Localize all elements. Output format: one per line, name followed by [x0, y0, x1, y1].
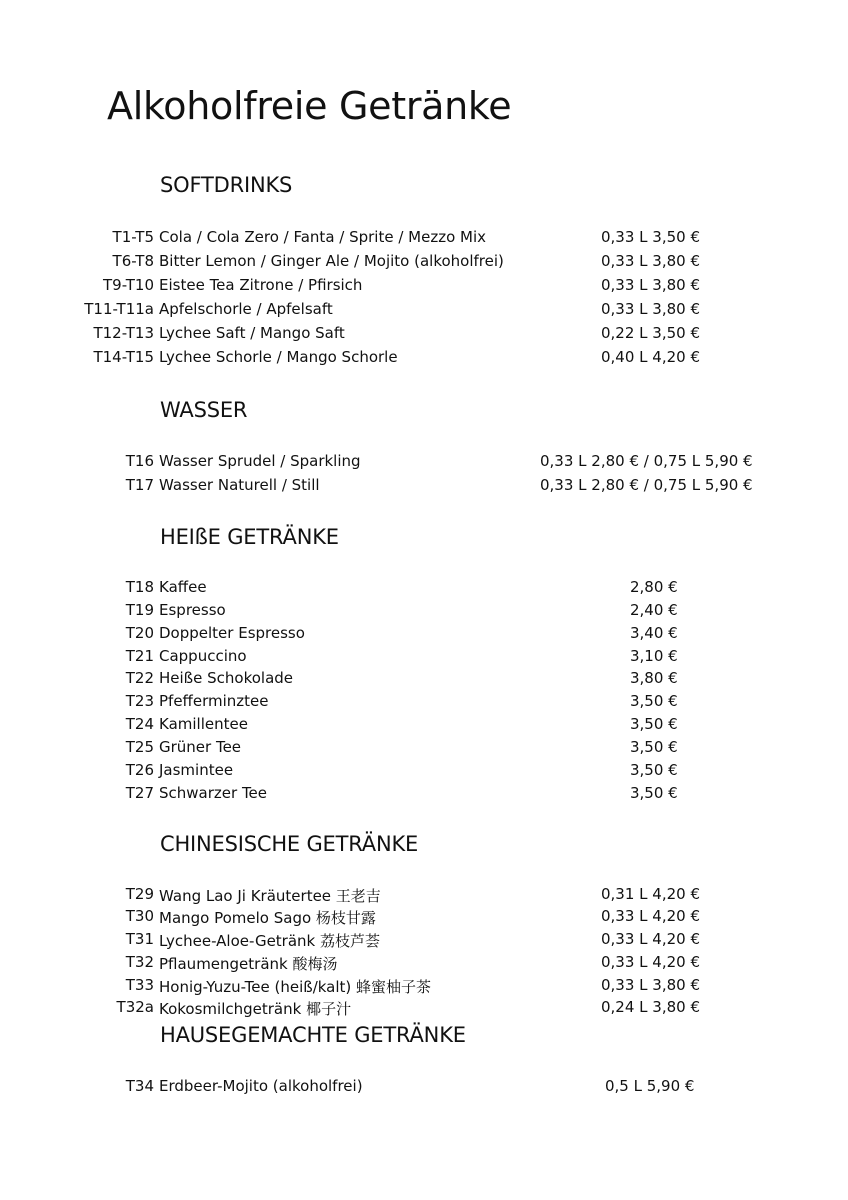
- item-price: 0,33 L 3,50 €: [601, 228, 701, 246]
- item-name: Wasser Sprudel / Sparkling: [159, 452, 361, 470]
- item-name: Grüner Tee: [159, 738, 242, 756]
- menu-item: [0, 624, 848, 646]
- menu-item: [0, 252, 848, 274]
- menu-item: [0, 692, 848, 714]
- item-name: Honig-Yuzu-Tee (heiß/kalt) 蜂蜜柚子茶: [159, 978, 432, 996]
- item-name: Bitter Lemon / Ginger Ale / Mojito (alkoholfrei): [159, 252, 504, 270]
- menu-item: [0, 578, 848, 600]
- item-price: 3,50 €: [630, 738, 678, 756]
- item-name: Lychee Saft / Mango Saft: [159, 324, 345, 342]
- item-price: 0,33 L 3,80 €: [601, 976, 701, 994]
- item-code: T12-T13: [93, 324, 154, 342]
- menu-item: [0, 647, 848, 669]
- item-code: T27: [125, 784, 154, 802]
- item-price: 0,31 L 4,20 €: [601, 885, 701, 903]
- item-price: 3,50 €: [630, 692, 678, 710]
- item-price: 3,40 €: [630, 624, 678, 642]
- item-name: Schwarzer Tee: [159, 784, 268, 802]
- item-name: Jasmintee: [159, 761, 234, 779]
- item-price: 0,33 L 2,80 € / 0,75 L 5,90 €: [540, 452, 753, 470]
- item-price: 0,33 L 2,80 € / 0,75 L 5,90 €: [540, 476, 753, 494]
- item-price: 0,5 L 5,90 €: [605, 1077, 695, 1095]
- section-heading-heisse-getraenke: HEIßE GETRÄNKE: [160, 525, 339, 549]
- item-code: T20: [125, 624, 154, 642]
- menu-item: [0, 907, 848, 929]
- page-title: Alkoholfreie Getränke: [107, 84, 512, 128]
- item-code: T32a: [116, 998, 154, 1016]
- menu-item: [0, 953, 848, 975]
- item-name: Lychee Schorle / Mango Schorle: [159, 348, 398, 366]
- item-price: 3,50 €: [630, 761, 678, 779]
- item-code: T11-T11a: [84, 300, 154, 318]
- menu-item: [0, 738, 848, 760]
- item-name: Eistee Tea Zitrone / Pfirsich: [159, 276, 363, 294]
- item-code: T30: [125, 907, 154, 925]
- item-price: 0,33 L 3,80 €: [601, 276, 701, 294]
- item-code: T21: [125, 647, 154, 665]
- item-price: 2,80 €: [630, 578, 678, 596]
- item-code: T34: [125, 1077, 154, 1095]
- item-name: Wang Lao Ji Kräutertee 王老吉: [159, 887, 381, 905]
- item-code: T31: [125, 930, 154, 948]
- menu-item: [0, 930, 848, 952]
- item-name: Kamillentee: [159, 715, 248, 733]
- item-name: Pflaumengetränk 酸梅汤: [159, 955, 338, 973]
- item-name: Kaffee: [159, 578, 207, 596]
- item-name: Cappuccino: [159, 647, 247, 665]
- section-heading-chinesische-getraenke: CHINESISCHE GETRÄNKE: [160, 832, 419, 856]
- menu-item: [0, 276, 848, 298]
- item-price: 3,50 €: [630, 715, 678, 733]
- menu-item: [0, 324, 848, 346]
- menu-item: [0, 715, 848, 737]
- item-code: T26: [125, 761, 154, 779]
- menu-item: [0, 998, 848, 1020]
- item-name: Kokosmilchgetränk 椰子汁: [159, 1000, 352, 1018]
- item-price: 0,33 L 4,20 €: [601, 953, 701, 971]
- item-name: Heiße Schokolade: [159, 669, 294, 687]
- item-code: T24: [125, 715, 154, 733]
- item-name: Doppelter Espresso: [159, 624, 305, 642]
- menu-item: [0, 476, 848, 498]
- item-code: T25: [125, 738, 154, 756]
- item-name: Pfefferminztee: [159, 692, 269, 710]
- item-price: 0,33 L 4,20 €: [601, 930, 701, 948]
- section-heading-wasser: WASSER: [160, 398, 248, 422]
- item-code: T17: [125, 476, 154, 494]
- item-name: Apfelschorle / Apfelsaft: [159, 300, 333, 318]
- section-heading-softdrinks: SOFTDRINKS: [160, 173, 293, 197]
- item-code: T23: [125, 692, 154, 710]
- item-price: 3,10 €: [630, 647, 678, 665]
- menu-item: [0, 1077, 848, 1099]
- item-code: T9-T10: [103, 276, 154, 294]
- menu-item: [0, 300, 848, 322]
- item-code: T22: [125, 669, 154, 687]
- section-heading-hausgemachte-getraenke: HAUSEGEMACHTE GETRÄNKE: [160, 1023, 466, 1047]
- item-code: T16: [125, 452, 154, 470]
- item-name: Espresso: [159, 601, 226, 619]
- item-code: T33: [125, 976, 154, 994]
- item-code: T1-T5: [112, 228, 154, 246]
- item-name: Cola / Cola Zero / Fanta / Sprite / Mezzo Mix: [159, 228, 487, 246]
- item-price: 3,50 €: [630, 784, 678, 802]
- menu-item: [0, 761, 848, 783]
- item-price: 0,33 L 3,80 €: [601, 300, 701, 318]
- item-price: 0,40 L 4,20 €: [601, 348, 701, 366]
- menu-item: [0, 452, 848, 474]
- menu-item: [0, 784, 848, 806]
- item-price: 0,33 L 4,20 €: [601, 907, 701, 925]
- item-code: T14-T15: [93, 348, 154, 366]
- menu-item: [0, 348, 848, 370]
- item-code: T29: [125, 885, 154, 903]
- menu-item: [0, 885, 848, 907]
- item-code: T32: [125, 953, 154, 971]
- item-price: 3,80 €: [630, 669, 678, 687]
- item-code: T6-T8: [112, 252, 154, 270]
- item-code: T19: [125, 601, 154, 619]
- menu-item: [0, 669, 848, 691]
- item-code: T18: [125, 578, 154, 596]
- item-price: 0,24 L 3,80 €: [601, 998, 701, 1016]
- menu-item: [0, 228, 848, 250]
- item-name: Erdbeer-Mojito (alkoholfrei): [159, 1077, 363, 1095]
- item-name: Wasser Naturell / Still: [159, 476, 320, 494]
- item-price: 0,33 L 3,80 €: [601, 252, 701, 270]
- item-price: 2,40 €: [630, 601, 678, 619]
- menu-item: [0, 976, 848, 998]
- item-name: Mango Pomelo Sago 杨枝甘露: [159, 909, 376, 927]
- menu-item: [0, 601, 848, 623]
- item-name: Lychee-Aloe-Getränk 荔枝芦荟: [159, 932, 381, 950]
- item-price: 0,22 L 3,50 €: [601, 324, 701, 342]
